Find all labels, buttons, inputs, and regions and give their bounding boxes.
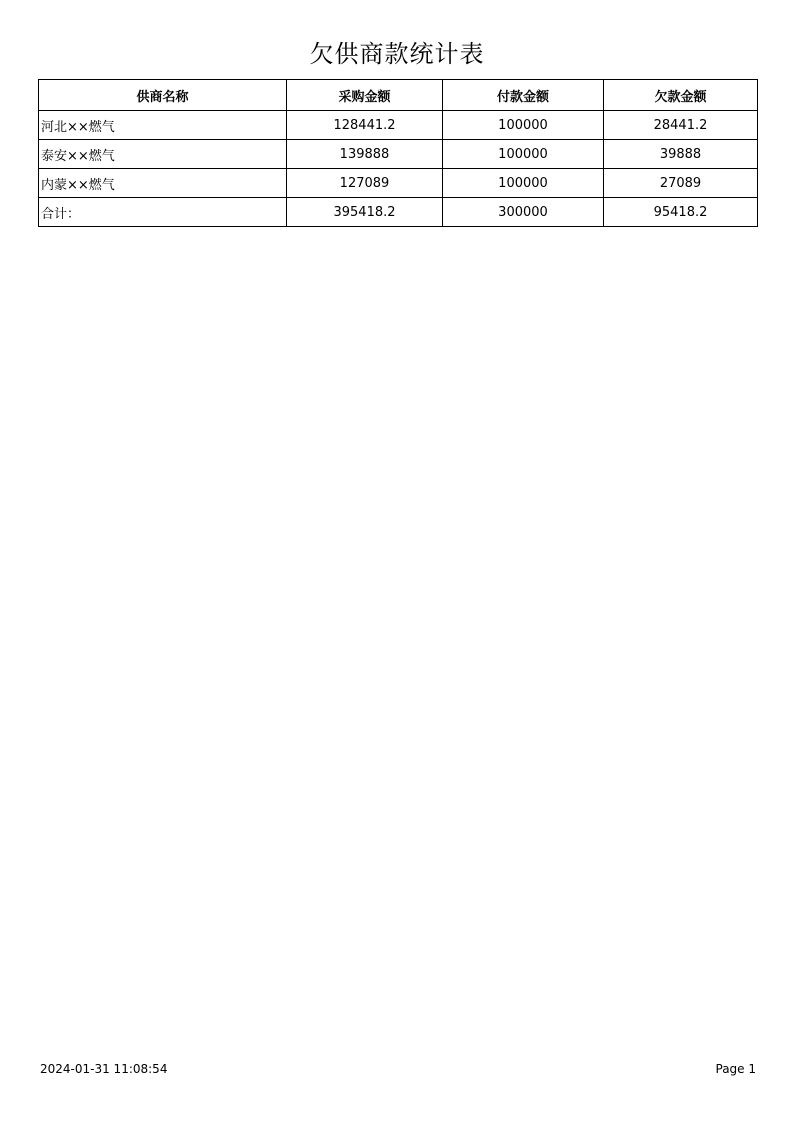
table-header-row: [39, 80, 758, 111]
table-row: [39, 111, 758, 140]
cell-paid: 100000: [443, 140, 604, 169]
cell-paid: 100000: [443, 111, 604, 140]
report-title: 欠供商款统计表: [309, 40, 485, 68]
footer-page-number: Page 1: [715, 1062, 756, 1076]
total-paid: 300000: [443, 198, 604, 227]
cell-supplier: 泰安××燃气: [39, 140, 287, 169]
total-purchase: 395418.2: [287, 198, 443, 227]
table-row: [39, 140, 758, 169]
cell-purchase: 128441.2: [287, 111, 443, 140]
total-owed: 95418.2: [604, 198, 758, 227]
header-supplier: 供商名称: [39, 80, 287, 111]
header-paid: 付款金额: [443, 80, 604, 111]
cell-owed: 39888: [604, 140, 758, 169]
header-owed: 欠款金额: [604, 80, 758, 111]
cell-supplier: 河北××燃气: [39, 111, 287, 140]
cell-supplier: 内蒙××燃气: [39, 169, 287, 198]
table-row: [39, 169, 758, 198]
footer-timestamp: 2024-01-31 11:08:54: [40, 1062, 168, 1076]
total-label: 合计：: [39, 198, 287, 227]
header-purchase: 采购金额: [287, 80, 443, 111]
cell-purchase: 139888: [287, 140, 443, 169]
cell-paid: 100000: [443, 169, 604, 198]
supplier-debt-table: [38, 79, 758, 227]
cell-purchase: 127089: [287, 169, 443, 198]
cell-owed: 28441.2: [604, 111, 758, 140]
table-total-row: [39, 198, 758, 227]
cell-owed: 27089: [604, 169, 758, 198]
